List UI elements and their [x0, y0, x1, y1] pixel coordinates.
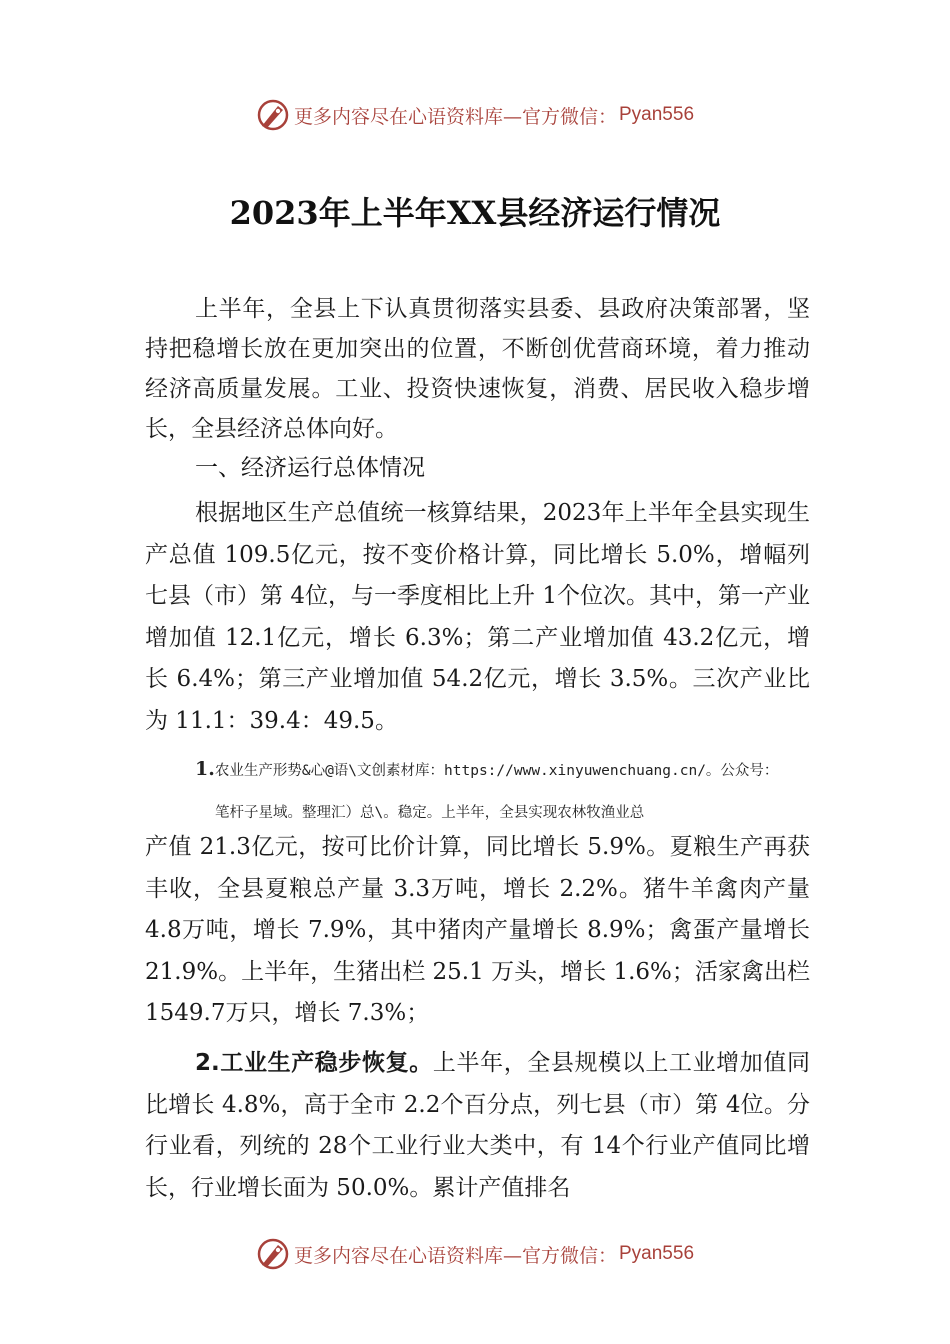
pen-nib-logo-icon [256, 98, 290, 132]
footer-banner-text: 更多内容尽在心语资料库—官方微信： [293, 1244, 617, 1267]
document-title: 2023年上半年XX县经济运行情况 [229, 194, 721, 232]
item2-number: 2. [195, 1050, 220, 1076]
footer-banner [0, 1234, 950, 1274]
banner-text: 更多内容尽在心语资料库—官方微信： [293, 105, 617, 128]
intro-paragraph [145, 289, 810, 449]
section-heading: 一、经济运行总体情况 [195, 455, 425, 481]
pen-nib-logo-icon [256, 1237, 290, 1271]
intro-text: 上半年，全县上下认真贯彻落实县委、县政府决策部署，坚持把稳增长放在更加突出的位置，不断创优营商环境，着力推动经济高质量发展。工业、投资快速恢复，消费、居民收入稳步增长，全县经济总体向好。 [145, 296, 810, 442]
item1-note-text1: 农业生产形势&心@语\文创素材库：https://www.xinyuwenchuang.cn/。公众号： [214, 763, 779, 779]
item2-paragraph [145, 1043, 810, 1209]
item2-lead: 工业生产稳步恢复。 [219, 1050, 433, 1076]
banner-wechat-id: Pyan556 [619, 104, 695, 125]
item2-body: 上半年，全县规模以上工业增加值同比增长 4.8%，高于全市 2.2个百分点，列七县（市）第 4位。分行业看，列统的 28个工业行业大类中，有 14个行业产值同比增长，行业增长面为 50.0%。累计产值排名 [145, 1050, 811, 1201]
item1-number: 1. [195, 758, 215, 780]
footer-banner-wechat-id: Pyan556 [619, 1243, 695, 1264]
item1-note-line1 [195, 758, 845, 782]
item1-note-line2: 笔杆子星域。整理汇）总\。稳定。上半年，全县实现农林牧渔业总 [215, 805, 645, 821]
item1-body: 产值 21.3亿元，按可比价计算，同比增长 5.9%。夏粮生产再获丰收，全县夏粮总产量 3.3万吨，增长 2.2%。猪牛羊禽肉产量 4.8万吨，增长 7.9%，其中猪肉产量增长 8.9%；禽蛋产量增长 21.9%。上半年，生猪出栏 25.1 万头，增长 1.6%；活家禽出栏 1549.7万只，增长 7.3%； [145, 834, 810, 1026]
header-banner [0, 95, 950, 135]
section1-body: 根据地区生产总值统一核算结果，2023年上半年全县实现生产总值 109.5亿元，按不变价格计算，同比增长 5.0%，增幅列七县（市）第 4位，与一季度相比上升 1个位次。其中，第一产业增加值 12.1亿元，增长 6.3%；第二产业增加值 43.2亿元，增长 6.4%；第三产业增加值 54.2亿元，增长 3.5%。三次产业比为 11.1：39.4：49.5。 [145, 500, 810, 734]
